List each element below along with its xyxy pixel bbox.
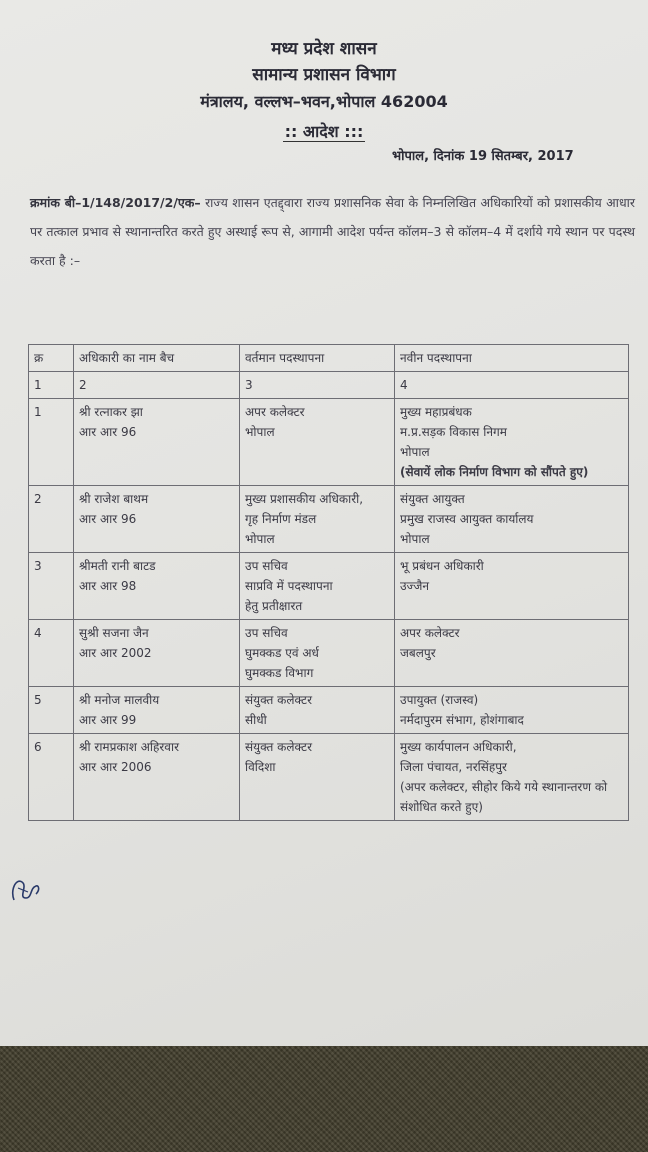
officer-batch: आर आर 2006	[79, 760, 152, 774]
column-number-row	[29, 372, 629, 399]
officer-batch: आर आर 98	[79, 579, 137, 593]
table-row	[29, 399, 629, 486]
order-title: :: आदेश :::	[284, 122, 364, 141]
cell-new-posting	[395, 734, 629, 821]
table-row	[29, 486, 629, 553]
new-posting-text: मुख्य कार्यपालन अधिकारी, जिला पंचायत, नरसिंहपुर (अपर कलेक्टर, सीहोर किये गये स्थानान्तरण को संशोधित करते हुए)	[400, 740, 608, 814]
place-date: भोपाल, दिनांक 19 सितम्बर, 2017	[392, 149, 574, 164]
header-current: वर्तमान पदस्थापना	[240, 345, 395, 372]
cell-new-posting	[395, 486, 629, 553]
officer-batch: आर आर 96	[79, 425, 137, 439]
officer-batch: आर आर 96	[79, 512, 137, 526]
cell-sno: 6	[29, 734, 74, 821]
header-sno: क्र	[29, 345, 74, 372]
transfer-table	[28, 344, 629, 821]
table-row	[29, 687, 629, 734]
cell-sno: 3	[29, 553, 74, 620]
cell-officer	[74, 620, 240, 687]
new-posting-text: अपर कलेक्टर जबलपुर	[400, 626, 460, 660]
officer-name: श्री राजेश बाथम	[79, 492, 149, 506]
new-posting-text: भू प्रबंधन अधिकारी उज्जैन	[400, 559, 484, 593]
officer-name: सुश्री सजना जैन	[79, 626, 149, 640]
table-header-row	[29, 345, 629, 372]
cell-sno: 5	[29, 687, 74, 734]
officer-batch: आर आर 2002	[79, 646, 152, 660]
new-posting-text: मुख्य महाप्रबंधक म.प्र.सड़क विकास निगम भोपाल	[400, 405, 507, 459]
address-heading: मंत्रालय, वल्लभ–भवन,भोपाल 462004	[200, 92, 448, 111]
header-new: नवीन पदस्थापना	[395, 345, 629, 372]
initial-signature	[6, 868, 46, 910]
cell-new-posting	[395, 553, 629, 620]
colnum: 2	[74, 372, 240, 399]
cell-officer	[74, 486, 240, 553]
cell-current-posting: संयुक्त कलेक्टर विदिशा	[240, 734, 395, 821]
table-row	[29, 553, 629, 620]
cell-officer	[74, 687, 240, 734]
officer-batch: आर आर 99	[79, 713, 137, 727]
cell-sno: 4	[29, 620, 74, 687]
colnum: 1	[29, 372, 74, 399]
order-paragraph	[30, 188, 635, 275]
officer-name: श्री मनोज मालवीय	[79, 693, 160, 707]
background-surface	[0, 1046, 648, 1152]
colnum: 3	[240, 372, 395, 399]
cell-new-posting	[395, 687, 629, 734]
table-row	[29, 734, 629, 821]
new-posting-text: उपायुक्त (राजस्व) नर्मदापुरम संभाग, होशंगाबाद	[400, 693, 524, 727]
table-row	[29, 620, 629, 687]
govt-heading: मध्य प्रदेश शासन	[271, 39, 377, 59]
officer-name: श्री रामप्रकाश अहिरवार	[79, 740, 179, 754]
cell-new-posting	[395, 620, 629, 687]
cell-current-posting: अपर कलेक्टर भोपाल	[240, 399, 395, 486]
colnum: 4	[395, 372, 629, 399]
cell-new-posting	[395, 399, 629, 486]
cell-current-posting: संयुक्त कलेक्टर सीधी	[240, 687, 395, 734]
officer-name: श्रीमती रानी बाटड	[79, 559, 156, 573]
department-heading: सामान्य प्रशासन विभाग	[252, 65, 396, 85]
cell-current-posting: मुख्य प्रशासकीय अधिकारी, गृह निर्माण मंडल भोपाल	[240, 486, 395, 553]
cell-sno: 1	[29, 399, 74, 486]
new-posting-note: (सेवायें लोक निर्माण विभाग को सौंपते हुए)	[400, 465, 589, 479]
header-name: अधिकारी का नाम बैच	[74, 345, 240, 372]
cell-officer	[74, 553, 240, 620]
cell-sno: 2	[29, 486, 74, 553]
order-text: राज्य शासन एतद्द्वारा राज्य प्रशासनिक सेवा के निम्नलिखित अधिकारियों को प्रशासकीय आधार पर तत्काल प्रभाव से स्थानान्तरित करते हुए अस्थाई रूप से, आगामी आदेश पर्यन्त कॉलम–3 से कॉलम–4 में दर्शाये गये स्थान पर पदस्थ करता है :–	[30, 195, 635, 268]
officer-name: श्री रत्नाकर झा	[79, 405, 143, 419]
cell-officer	[74, 399, 240, 486]
cell-current-posting: उप सचिव घुमक्कड एवं अर्ध घुमक्कड विभाग	[240, 620, 395, 687]
cell-officer	[74, 734, 240, 821]
order-number: क्रमांक बी–1/148/2017/2/एक–	[30, 195, 201, 210]
cell-current-posting: उप सचिव साप्रवि में पदस्थापना हेतु प्रतीक्षारत	[240, 553, 395, 620]
new-posting-text: संयुक्त आयुक्त प्रमुख राजस्व आयुक्त कार्यालय भोपाल	[400, 492, 534, 546]
